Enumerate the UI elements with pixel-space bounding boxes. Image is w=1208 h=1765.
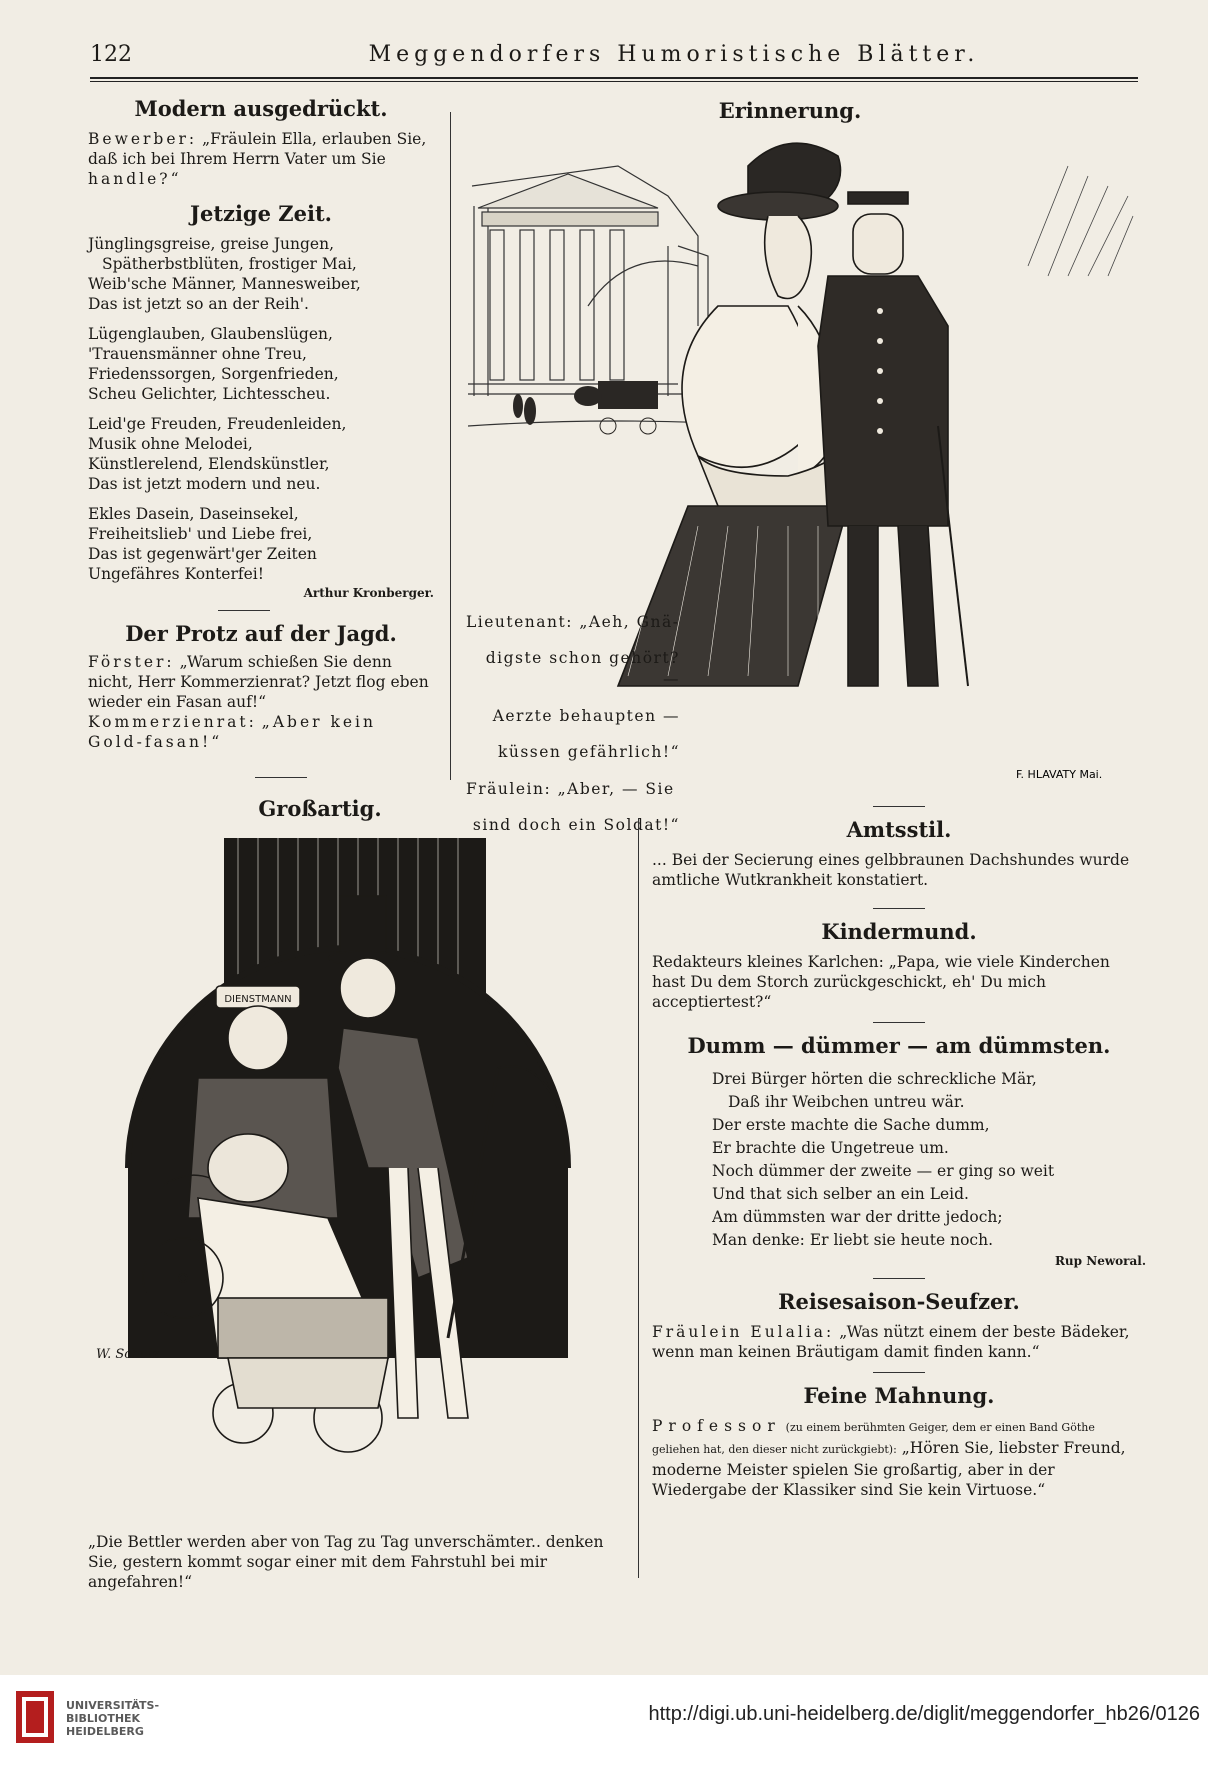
- article-title-kindermund: Kindermund.: [821, 919, 977, 944]
- protz-line-forster: [88, 652, 434, 712]
- poem-line: Leid'ge Freuden, Freudenleiden,: [88, 415, 347, 433]
- poem-line: Der erste machte die Sache dumm,: [712, 1116, 990, 1134]
- article-title-mahnung: Feine Mahnung.: [803, 1383, 995, 1408]
- poem-dumm: [712, 1068, 1146, 1252]
- poem-line: Lügenglauben, Glaubenslügen,: [88, 325, 333, 343]
- poem-line: Man denke: Er liebt sie heute noch.: [712, 1231, 994, 1249]
- article-title-erinnerung: Erinnerung.: [718, 98, 862, 123]
- section-divider: [873, 1022, 925, 1023]
- illustration-grossartig: [88, 838, 628, 1528]
- caption-line: sind doch ein Soldat!“: [472, 816, 680, 834]
- protz-line-kommerzienrat: [88, 712, 434, 752]
- poem-line: 'Trauensmänner ohne Treu,: [88, 345, 307, 363]
- speaker-kommerzienrat: Kommerzienrat:: [88, 713, 257, 731]
- section-divider: [255, 777, 307, 778]
- poem-stanza: [88, 324, 434, 404]
- speaker-forster: Förster:: [88, 653, 175, 671]
- poem-line: Das ist jetzt modern und neu.: [88, 475, 321, 493]
- grossartig-caption: „Die Bettler werden aber von Tag zu Tag unverschämter.. denken Sie, gestern kommt sogar einer mit dem Fahrstuhl bei mir angefahren!“: [88, 1533, 604, 1591]
- protz-quote-kommerzienrat: „Aber kein Gold-fasan!“: [88, 713, 376, 751]
- header-rule: [90, 77, 1138, 79]
- section-divider: [873, 1278, 925, 1279]
- poem-line: Jünglingsgreise, greise Jungen,: [88, 235, 335, 253]
- page-header: [90, 42, 1138, 76]
- column-rule: [450, 112, 451, 780]
- page-number: 122: [90, 42, 132, 67]
- amtsstil-text: ... Bei der Secierung eines gelbbraunen Dachshundes wurde amtliche Wutkrankheit konstatiert.: [652, 851, 1130, 889]
- protz-quote-forster: „Warum schießen Sie denn nicht, Herr Kommerzienrat? Jetzt flog eben wieder ein Fasan auf!“: [88, 653, 429, 711]
- speaker-bewerber: Bewerber:: [88, 130, 198, 148]
- poem-stanza: [88, 504, 434, 584]
- column-rule: [638, 818, 639, 1578]
- author-neworal: Rup Neworal.: [1054, 1254, 1146, 1268]
- section-divider: [873, 1372, 925, 1373]
- erinnerung-artist-signature: F. HLAVATY Mai.: [1016, 768, 1103, 781]
- poem-line: Friedenssorgen, Sorgenfrieden,: [88, 365, 339, 383]
- poem-line: Musik ohne Melodei,: [88, 435, 253, 453]
- reise-quote: „Was nützt einem der beste Bädeker, wenn man keinen Bräutigam damit finden kann.“: [652, 1323, 1130, 1361]
- grossartig-artist-signature: W. Schulz: [96, 1347, 160, 1362]
- grossartig-drawing: [88, 838, 628, 1528]
- institution-line: BIBLIOTHEK: [66, 1712, 141, 1725]
- poem-line: Künstlerelend, Elendskünstler,: [88, 455, 330, 473]
- right-column-bottom: [652, 806, 1146, 1500]
- article-title-dumm: Dumm — dümmer — am dümmsten.: [687, 1033, 1111, 1058]
- article-title-modern: Modern ausgedrückt.: [134, 96, 388, 121]
- modern-emphasis: handle?“: [88, 170, 182, 188]
- caption-line: digste schon gehört? —: [485, 649, 680, 688]
- reise-text: [652, 1322, 1146, 1362]
- mahnung-quote: „Hören Sie, liebster Freund, moderne Meister spielen Sie großartig, aber in der Wiedergabe der Klassiker sind Sie kein Virtuose.“: [652, 1439, 1126, 1499]
- section-divider: [218, 610, 270, 611]
- institution-line: UNIVERSITÄTS-: [66, 1699, 160, 1712]
- erinnerung-caption: [466, 596, 680, 852]
- poem-jetzige-zeit: [88, 234, 434, 600]
- poem-line: Das ist gegenwärt'ger Zeiten: [88, 545, 317, 563]
- article-title-protz: Der Protz auf der Jagd.: [125, 621, 397, 646]
- mahnung-aside: (zu einem berühmten Geiger, dem er einen Band Göthe geliehen hat, den dieser nicht zurückgiebt):: [652, 1421, 1095, 1456]
- poem-line: Ungefähres Konterfei!: [88, 565, 264, 583]
- institution-line: HEIDELBERG: [66, 1725, 144, 1738]
- section-divider: [873, 908, 925, 909]
- article-title-reise: Reisesaison-Seufzer.: [778, 1289, 1020, 1314]
- source-url-link[interactable]: http://digi.ub.uni-heidelberg.de/diglit/meggendorfer_hb26/0126: [648, 1703, 1200, 1725]
- poem-line: Drei Bürger hörten die schreckliche Mär,: [712, 1070, 1037, 1088]
- caption-line: Lieutenant: „Aeh, Gnä-: [466, 612, 680, 631]
- footer-bar: [0, 1675, 1208, 1765]
- poem-line: Spätherbstblüten, frostiger Mai,: [102, 255, 357, 273]
- poem-stanza: [88, 414, 434, 494]
- poem-line: Am dümmsten war der dritte jedoch;: [712, 1208, 1003, 1226]
- mahnung-text: [652, 1416, 1146, 1500]
- poem-line: Das ist jetzt so an der Reih'.: [88, 295, 309, 313]
- caption-line: Fräulein: „Aber, — Sie: [466, 779, 675, 798]
- section-divider: [873, 806, 925, 807]
- running-title: Meggendorfers Humoristische Blätter.: [368, 42, 980, 67]
- kindermund-text: [652, 952, 1146, 1012]
- caption-line: küssen gefährlich!“: [497, 743, 680, 761]
- modern-quote: „Fräulein Ella, erlauben Sie, daß ich bei Ihrem Herrn Vater um Sie: [88, 130, 427, 168]
- poem-line: Weib'sche Männer, Mannesweiber,: [88, 275, 361, 293]
- poem-stanza: [88, 234, 434, 314]
- poem-line: Freiheitslieb' und Liebe frei,: [88, 525, 313, 543]
- kindermund-quote: „Papa, wie viele Kinderchen hast Du dem Storch zurückgeschickt, eh' Du mich acceptiertest?“: [652, 953, 1110, 1011]
- speaker-karlchen: Redakteurs kleines Karlchen:: [652, 953, 884, 971]
- poem-line: Noch dümmer der zweite — er ging so weit: [712, 1162, 1055, 1180]
- poem-line: Scheu Gelichter, Lichtesscheu.: [88, 385, 331, 403]
- poem-line: Er brachte die Ungetreue um.: [712, 1139, 949, 1157]
- author-kronberger: Arthur Kronberger.: [303, 586, 434, 600]
- university-logo-icon: [12, 1687, 58, 1747]
- article-modern-text: [88, 129, 434, 189]
- header-rule-thin: [90, 81, 1138, 82]
- article-title-amtsstil: Amtsstil.: [846, 817, 952, 842]
- caption-line: Aerzte behaupten —: [492, 706, 680, 725]
- left-column-top: [88, 96, 434, 752]
- dienstmann-cap-label: DIENSTMANN: [224, 994, 292, 1005]
- poem-line: Ekles Dasein, Daseinsekel,: [88, 505, 299, 523]
- poem-line: Und that sich selber an ein Leid.: [712, 1185, 969, 1203]
- speaker-professor: Professor: [652, 1417, 781, 1435]
- speaker-eulalia: Fräulein Eulalia:: [652, 1323, 835, 1341]
- poem-line: Daß ihr Weibchen untreu wär.: [728, 1093, 965, 1111]
- institution-name: [66, 1699, 159, 1738]
- article-title-grossartig: Großartig.: [258, 796, 382, 821]
- article-title-jetzige: Jetzige Zeit.: [190, 201, 332, 226]
